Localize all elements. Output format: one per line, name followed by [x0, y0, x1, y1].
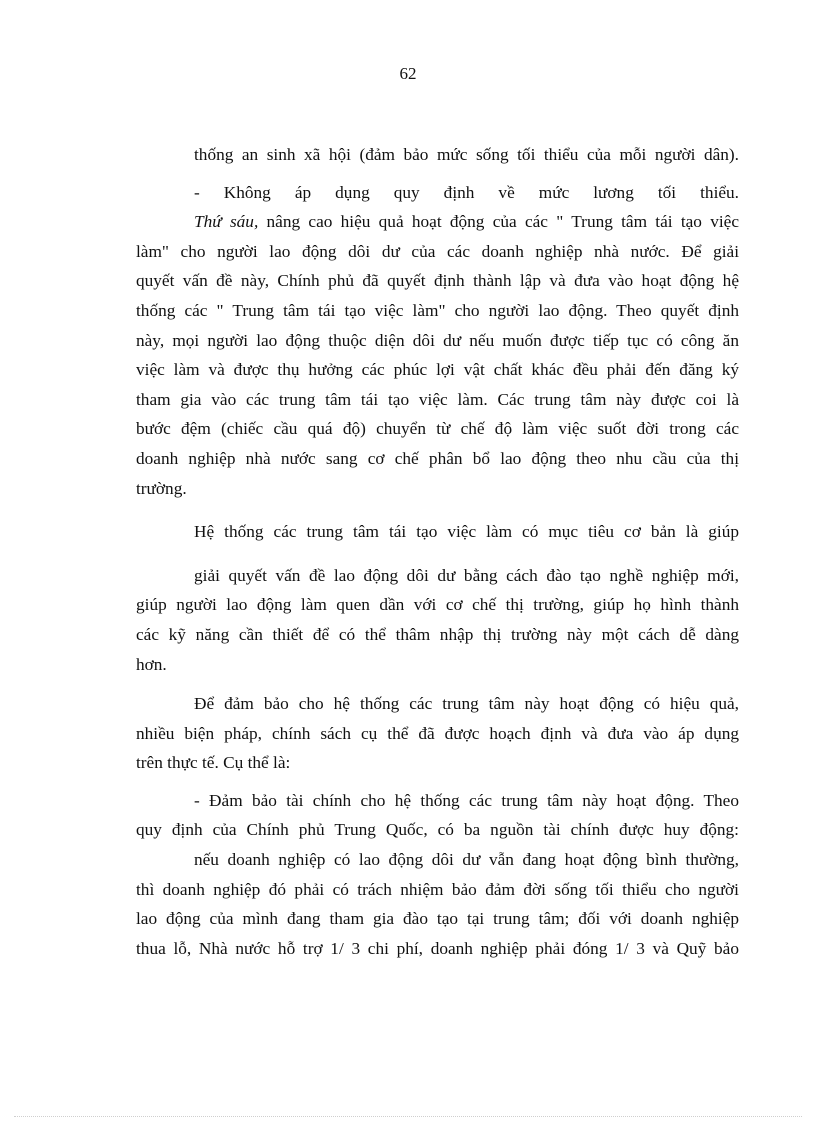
text-line: làm" cho người lao động dôi dư của các doanh nghiệp nhà nước. Để giải: [136, 241, 739, 261]
text-line: thống an sinh xã hội (đảm bảo mức sống tối thiểu của mỗi người dân).: [194, 145, 739, 164]
text-line: lao động của mình đang tham gia đào tạo tại trung tâm; đối với doanh nghiệp: [136, 909, 739, 929]
text-line: nhiều biện pháp, chính sách cụ thể đã được hoạch định và đưa vào áp dụng: [136, 723, 739, 743]
text-line: - Không áp dụng quy định về mức lương tối thiểu.: [194, 182, 739, 202]
text-line: Hệ thống các trung tâm tái tạo việc làm có mục tiêu cơ bản là giúp: [194, 522, 739, 542]
text-line: Để đảm bảo cho hệ thống các trung tâm này hoạt động có hiệu quả,: [194, 694, 739, 714]
text-line: - Đảm bảo tài chính cho hệ thống các trung tâm này hoạt động. Theo: [194, 790, 739, 810]
text-span: nâng cao hiệu quả hoạt động của các " Trung tâm tái tạo việc: [258, 212, 739, 232]
text-line: này, mọi người lao động thuộc diện dôi dư nếu muốn được tiếp tục có công ăn: [136, 330, 739, 350]
text-line: hơn.: [136, 654, 167, 674]
text-line: bước đệm (chiếc cầu quá độ) chuyển từ chế độ làm việc suốt đời trong các: [136, 419, 739, 439]
text-line: các kỹ năng cần thiết để có thể thâm nhập thị trường này một cách dễ dàng: [136, 624, 739, 644]
text-line: quy định của Chính phủ Trung Quốc, có ba nguồn tài chính được huy động:: [136, 820, 739, 840]
italic-lead: Thứ sáu,: [194, 212, 259, 232]
text-line: trường.: [136, 478, 187, 498]
text-line: trên thực tế. Cụ thể là:: [136, 753, 291, 773]
text-line: giúp người lao động làm quen dần với cơ chế thị trường, giúp họ hình thành: [136, 595, 739, 615]
text-line: doanh nghiệp nhà nước sang cơ chế phân bổ lao động theo nhu cầu của thị: [136, 448, 739, 468]
text-line: quyết vấn đề này, Chính phủ đã quyết định thành lập và đưa vào hoạt động hệ: [136, 271, 739, 291]
text-line: [136, 207, 739, 237]
page-number: 62: [399, 64, 417, 83]
text-line: giải quyết vấn đề lao động dôi dư bằng cách đào tạo nghề nghiệp mới,: [194, 565, 739, 585]
text-line: thua lỗ, Nhà nước hỗ trợ 1/ 3 chi phí, doanh nghiệp phải đóng 1/ 3 và Quỹ bảo: [136, 938, 739, 958]
text-line: nếu doanh nghiệp có lao động dôi dư vẫn đang hoạt động bình thường,: [194, 850, 739, 870]
text-line: thống các " Trung tâm tái tạo việc làm" cho người lao động. Theo quyết định: [136, 300, 739, 320]
body-text: [136, 140, 739, 963]
text-line: việc làm và được thụ hưởng các phúc lợi vật chất khác đều phải đến đăng ký: [136, 360, 739, 380]
page-bottom-rule: [14, 1116, 802, 1117]
text-line: thì doanh nghiệp đó phải có trách nhiệm bảo đảm đời sống tối thiểu cho người: [136, 879, 739, 899]
text-line: tham gia vào các trung tâm tái tạo việc làm. Các trung tâm này được coi là: [136, 389, 739, 409]
